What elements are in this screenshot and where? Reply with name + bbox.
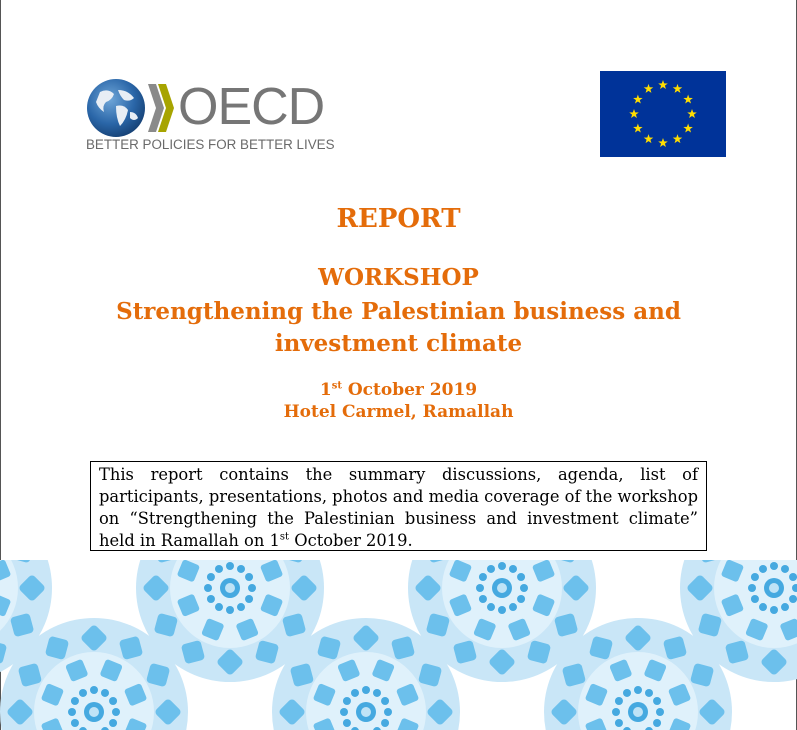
eu-flag-icon xyxy=(600,71,726,157)
summary-box xyxy=(90,461,707,551)
summary-sup: st xyxy=(279,531,290,543)
report-title: REPORT xyxy=(336,204,461,234)
workshop-title-line2: investment climate xyxy=(274,330,523,357)
workshop-title xyxy=(0,296,797,360)
event-date-month-year: October 2019 xyxy=(341,380,478,400)
oecd-wordmark: OECD xyxy=(178,78,325,136)
event-date-day: 1 xyxy=(319,380,332,400)
event-date xyxy=(0,380,797,400)
summary-text-end: October 2019. xyxy=(289,531,413,550)
event-venue: Hotel Carmel, Ramallah xyxy=(283,402,514,422)
workshop-title-line1: Strengthening the Palestinian business and xyxy=(116,298,681,325)
oecd-chevrons-icon xyxy=(146,80,176,136)
mandala-pattern xyxy=(0,560,797,730)
summary-text: This report contains the summary discussions, agenda, list of participants, presentations, photos and media coverage of the workshop on “Strengthening the Palestinian business and investment climate” held in Ramallah on 1 xyxy=(99,465,698,550)
globe-icon xyxy=(86,78,146,138)
oecd-tagline: BETTER POLICIES FOR BETTER LIVES xyxy=(86,137,335,152)
workshop-label: WORKSHOP xyxy=(318,264,479,291)
oecd-logo xyxy=(86,76,346,156)
event-date-suffix: st xyxy=(331,380,342,392)
